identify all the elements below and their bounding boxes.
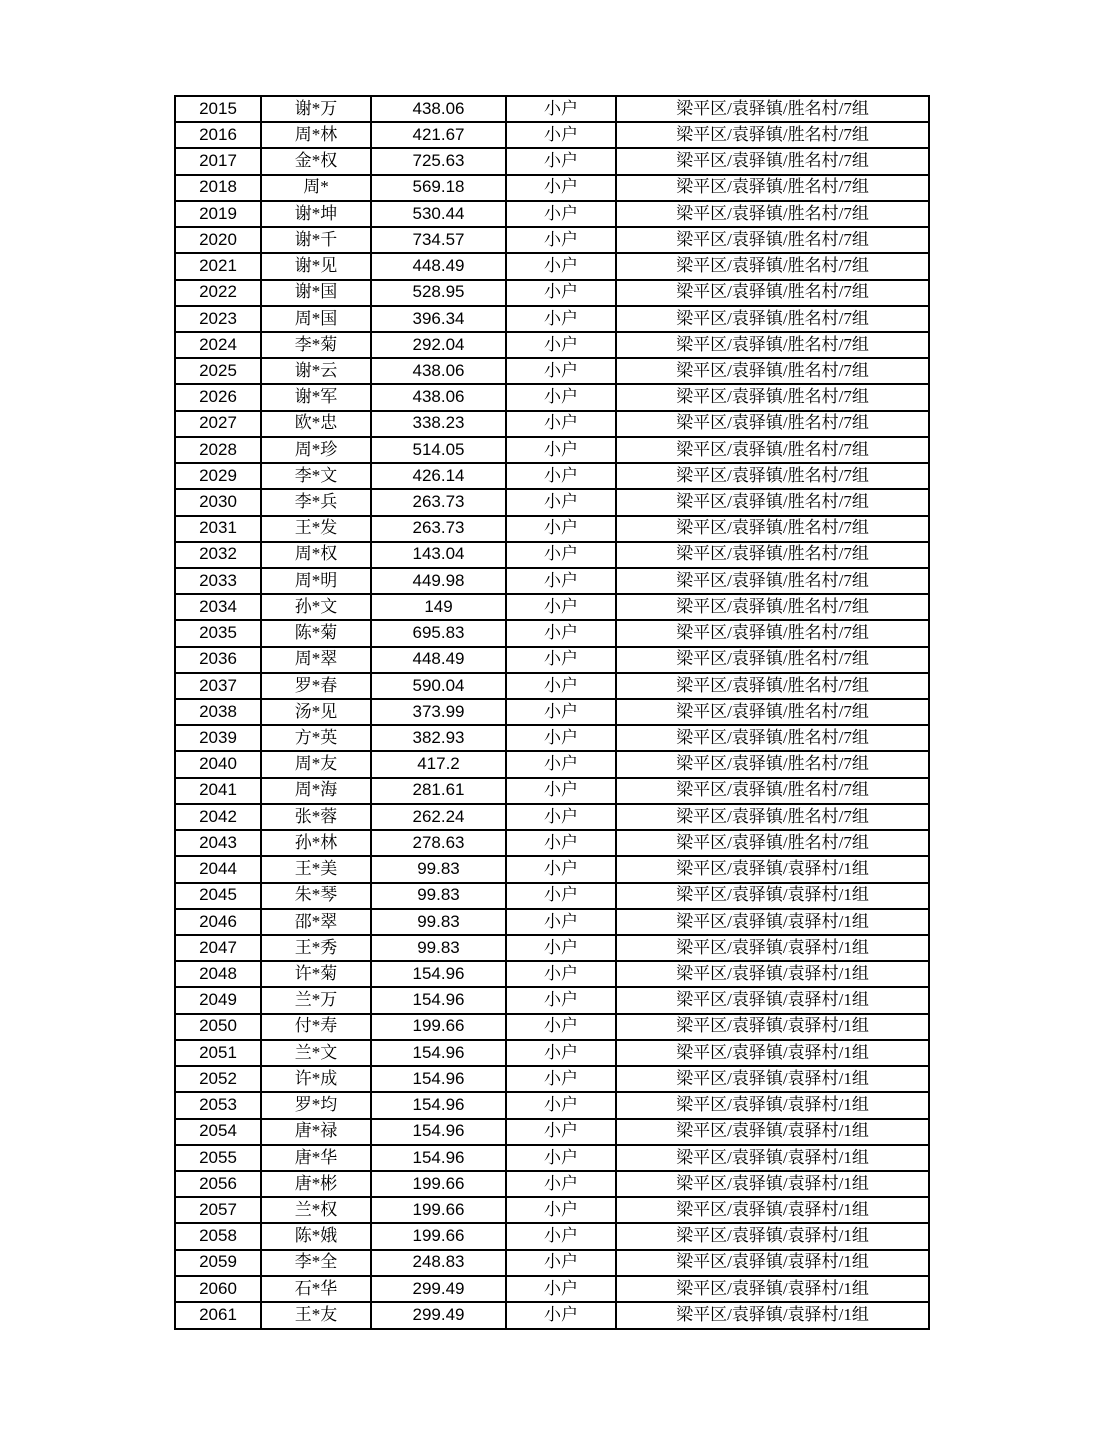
cell-address: 梁平区/袁驿镇/胜名村/7组 <box>616 516 929 542</box>
cell-type: 小户 <box>506 909 616 935</box>
table-row <box>175 1014 929 1040</box>
cell-id: 2055 <box>175 1145 261 1171</box>
cell-type: 小户 <box>506 1250 616 1276</box>
table-row <box>175 332 929 358</box>
cell-address: 梁平区/袁驿镇/胜名村/7组 <box>616 804 929 830</box>
cell-address: 梁平区/袁驿镇/袁驿村/1组 <box>616 909 929 935</box>
cell-value: 426.14 <box>371 463 506 489</box>
cell-id: 2034 <box>175 594 261 620</box>
table-row <box>175 253 929 279</box>
cell-address: 梁平区/袁驿镇/袁驿村/1组 <box>616 1276 929 1302</box>
cell-address: 梁平区/袁驿镇/袁驿村/1组 <box>616 1092 929 1118</box>
cell-value: 448.49 <box>371 253 506 279</box>
cell-type: 小户 <box>506 1119 616 1145</box>
table-row <box>175 542 929 568</box>
table-row <box>175 1223 929 1249</box>
cell-name: 谢*千 <box>261 227 371 253</box>
cell-value: 199.66 <box>371 1223 506 1249</box>
table-row <box>175 673 929 699</box>
cell-id: 2015 <box>175 96 261 122</box>
table-row <box>175 201 929 227</box>
cell-address: 梁平区/袁驿镇/胜名村/7组 <box>616 673 929 699</box>
cell-type: 小户 <box>506 1040 616 1066</box>
cell-value: 421.67 <box>371 122 506 148</box>
cell-address: 梁平区/袁驿镇/胜名村/7组 <box>616 568 929 594</box>
cell-value: 248.83 <box>371 1250 506 1276</box>
table-row <box>175 437 929 463</box>
cell-name: 谢*万 <box>261 96 371 122</box>
cell-address: 梁平区/袁驿镇/胜名村/7组 <box>616 96 929 122</box>
cell-value: 373.99 <box>371 699 506 725</box>
cell-name: 周*林 <box>261 122 371 148</box>
cell-value: 417.2 <box>371 751 506 777</box>
cell-type: 小户 <box>506 647 616 673</box>
cell-value: 438.06 <box>371 384 506 410</box>
cell-value: 199.66 <box>371 1197 506 1223</box>
cell-type: 小户 <box>506 699 616 725</box>
cell-value: 438.06 <box>371 358 506 384</box>
cell-type: 小户 <box>506 96 616 122</box>
table-row <box>175 804 929 830</box>
table-row <box>175 568 929 594</box>
cell-id: 2033 <box>175 568 261 594</box>
cell-address: 梁平区/袁驿镇/胜名村/7组 <box>616 358 929 384</box>
cell-name: 周* <box>261 175 371 201</box>
cell-value: 154.96 <box>371 1066 506 1092</box>
cell-name: 谢*国 <box>261 280 371 306</box>
cell-value: 292.04 <box>371 332 506 358</box>
cell-type: 小户 <box>506 280 616 306</box>
table-row <box>175 1171 929 1197</box>
cell-type: 小户 <box>506 1145 616 1171</box>
cell-type: 小户 <box>506 725 616 751</box>
cell-address: 梁平区/袁驿镇/胜名村/7组 <box>616 620 929 646</box>
cell-name: 唐*禄 <box>261 1119 371 1145</box>
table-row <box>175 1092 929 1118</box>
cell-type: 小户 <box>506 253 616 279</box>
cell-name: 李*全 <box>261 1250 371 1276</box>
cell-id: 2045 <box>175 883 261 909</box>
cell-type: 小户 <box>506 1171 616 1197</box>
cell-type: 小户 <box>506 804 616 830</box>
cell-name: 汤*见 <box>261 699 371 725</box>
cell-address: 梁平区/袁驿镇/胜名村/7组 <box>616 594 929 620</box>
cell-address: 梁平区/袁驿镇/胜名村/7组 <box>616 122 929 148</box>
cell-value: 99.83 <box>371 883 506 909</box>
cell-address: 梁平区/袁驿镇/袁驿村/1组 <box>616 856 929 882</box>
cell-id: 2023 <box>175 306 261 332</box>
cell-address: 梁平区/袁驿镇/胜名村/7组 <box>616 411 929 437</box>
cell-name: 谢*云 <box>261 358 371 384</box>
table-row <box>175 227 929 253</box>
cell-name: 李*兵 <box>261 489 371 515</box>
cell-id: 2043 <box>175 830 261 856</box>
cell-value: 396.34 <box>371 306 506 332</box>
cell-type: 小户 <box>506 358 616 384</box>
table-row <box>175 1145 929 1171</box>
cell-type: 小户 <box>506 856 616 882</box>
cell-type: 小户 <box>506 148 616 174</box>
cell-name: 邵*翠 <box>261 909 371 935</box>
cell-name: 周*国 <box>261 306 371 332</box>
cell-name: 罗*均 <box>261 1092 371 1118</box>
cell-id: 2027 <box>175 411 261 437</box>
cell-type: 小户 <box>506 620 616 646</box>
cell-value: 590.04 <box>371 673 506 699</box>
cell-name: 方*英 <box>261 725 371 751</box>
cell-name: 兰*权 <box>261 1197 371 1223</box>
cell-type: 小户 <box>506 122 616 148</box>
cell-address: 梁平区/袁驿镇/袁驿村/1组 <box>616 1223 929 1249</box>
cell-address: 梁平区/袁驿镇/胜名村/7组 <box>616 201 929 227</box>
table-row <box>175 463 929 489</box>
cell-id: 2036 <box>175 647 261 673</box>
cell-name: 谢*军 <box>261 384 371 410</box>
cell-value: 199.66 <box>371 1171 506 1197</box>
table-row <box>175 1040 929 1066</box>
table-row <box>175 830 929 856</box>
cell-value: 438.06 <box>371 96 506 122</box>
cell-id: 2016 <box>175 122 261 148</box>
cell-value: 154.96 <box>371 961 506 987</box>
cell-address: 梁平区/袁驿镇/袁驿村/1组 <box>616 1197 929 1223</box>
cell-id: 2031 <box>175 516 261 542</box>
cell-value: 299.49 <box>371 1302 506 1329</box>
cell-id: 2048 <box>175 961 261 987</box>
cell-value: 528.95 <box>371 280 506 306</box>
cell-id: 2024 <box>175 332 261 358</box>
cell-name: 许*菊 <box>261 961 371 987</box>
cell-name: 罗*春 <box>261 673 371 699</box>
cell-address: 梁平区/袁驿镇/胜名村/7组 <box>616 148 929 174</box>
table-row <box>175 1119 929 1145</box>
cell-value: 382.93 <box>371 725 506 751</box>
table-row <box>175 647 929 673</box>
cell-address: 梁平区/袁驿镇/胜名村/7组 <box>616 384 929 410</box>
cell-address: 梁平区/袁驿镇/袁驿村/1组 <box>616 935 929 961</box>
cell-id: 2028 <box>175 437 261 463</box>
cell-value: 154.96 <box>371 987 506 1013</box>
cell-address: 梁平区/袁驿镇/袁驿村/1组 <box>616 1145 929 1171</box>
cell-id: 2038 <box>175 699 261 725</box>
cell-name: 石*华 <box>261 1276 371 1302</box>
cell-address: 梁平区/袁驿镇/胜名村/7组 <box>616 227 929 253</box>
cell-type: 小户 <box>506 1092 616 1118</box>
cell-type: 小户 <box>506 1223 616 1249</box>
cell-id: 2056 <box>175 1171 261 1197</box>
cell-address: 梁平区/袁驿镇/袁驿村/1组 <box>616 1066 929 1092</box>
cell-address: 梁平区/袁驿镇/胜名村/7组 <box>616 751 929 777</box>
cell-name: 王*美 <box>261 856 371 882</box>
cell-address: 梁平区/袁驿镇/胜名村/7组 <box>616 542 929 568</box>
cell-address: 梁平区/袁驿镇/袁驿村/1组 <box>616 883 929 909</box>
table-row <box>175 516 929 542</box>
cell-type: 小户 <box>506 437 616 463</box>
cell-name: 王*秀 <box>261 935 371 961</box>
cell-address: 梁平区/袁驿镇/袁驿村/1组 <box>616 961 929 987</box>
cell-type: 小户 <box>506 673 616 699</box>
cell-id: 2032 <box>175 542 261 568</box>
cell-name: 李*文 <box>261 463 371 489</box>
cell-address: 梁平区/袁驿镇/袁驿村/1组 <box>616 1119 929 1145</box>
cell-type: 小户 <box>506 1014 616 1040</box>
cell-value: 263.73 <box>371 516 506 542</box>
table-row <box>175 961 929 987</box>
cell-id: 2047 <box>175 935 261 961</box>
cell-type: 小户 <box>506 883 616 909</box>
cell-type: 小户 <box>506 463 616 489</box>
cell-id: 2018 <box>175 175 261 201</box>
cell-name: 周*明 <box>261 568 371 594</box>
table-row <box>175 725 929 751</box>
cell-value: 99.83 <box>371 856 506 882</box>
data-table <box>174 95 930 1330</box>
cell-type: 小户 <box>506 1276 616 1302</box>
cell-id: 2049 <box>175 987 261 1013</box>
cell-id: 2061 <box>175 1302 261 1329</box>
table-row <box>175 1197 929 1223</box>
table-row <box>175 620 929 646</box>
cell-name: 唐*彬 <box>261 1171 371 1197</box>
cell-address: 梁平区/袁驿镇/胜名村/7组 <box>616 725 929 751</box>
cell-address: 梁平区/袁驿镇/袁驿村/1组 <box>616 1250 929 1276</box>
cell-value: 734.57 <box>371 227 506 253</box>
cell-id: 2050 <box>175 1014 261 1040</box>
cell-value: 725.63 <box>371 148 506 174</box>
cell-type: 小户 <box>506 384 616 410</box>
cell-value: 281.61 <box>371 778 506 804</box>
cell-id: 2044 <box>175 856 261 882</box>
cell-id: 2057 <box>175 1197 261 1223</box>
cell-name: 陈*娥 <box>261 1223 371 1249</box>
cell-value: 449.98 <box>371 568 506 594</box>
cell-name: 周*权 <box>261 542 371 568</box>
cell-type: 小户 <box>506 778 616 804</box>
cell-type: 小户 <box>506 1197 616 1223</box>
cell-value: 154.96 <box>371 1145 506 1171</box>
cell-id: 2037 <box>175 673 261 699</box>
cell-value: 263.73 <box>371 489 506 515</box>
cell-name: 李*菊 <box>261 332 371 358</box>
cell-address: 梁平区/袁驿镇/胜名村/7组 <box>616 332 929 358</box>
cell-id: 2060 <box>175 1276 261 1302</box>
cell-address: 梁平区/袁驿镇/胜名村/7组 <box>616 647 929 673</box>
cell-type: 小户 <box>506 1066 616 1092</box>
cell-id: 2039 <box>175 725 261 751</box>
cell-value: 695.83 <box>371 620 506 646</box>
table-row <box>175 96 929 122</box>
cell-value: 514.05 <box>371 437 506 463</box>
cell-id: 2026 <box>175 384 261 410</box>
cell-type: 小户 <box>506 201 616 227</box>
cell-address: 梁平区/袁驿镇/胜名村/7组 <box>616 175 929 201</box>
cell-type: 小户 <box>506 594 616 620</box>
cell-type: 小户 <box>506 175 616 201</box>
cell-id: 2029 <box>175 463 261 489</box>
cell-id: 2030 <box>175 489 261 515</box>
table-body <box>175 96 929 1329</box>
cell-name: 唐*华 <box>261 1145 371 1171</box>
cell-value: 278.63 <box>371 830 506 856</box>
cell-address: 梁平区/袁驿镇/袁驿村/1组 <box>616 1040 929 1066</box>
cell-value: 149 <box>371 594 506 620</box>
cell-value: 299.49 <box>371 1276 506 1302</box>
cell-address: 梁平区/袁驿镇/胜名村/7组 <box>616 830 929 856</box>
cell-value: 154.96 <box>371 1092 506 1118</box>
table-row <box>175 751 929 777</box>
cell-type: 小户 <box>506 332 616 358</box>
table-row <box>175 358 929 384</box>
table-row <box>175 411 929 437</box>
cell-name: 周*珍 <box>261 437 371 463</box>
table-row <box>175 1276 929 1302</box>
cell-name: 金*权 <box>261 148 371 174</box>
cell-value: 338.23 <box>371 411 506 437</box>
table-row <box>175 935 929 961</box>
cell-id: 2041 <box>175 778 261 804</box>
cell-value: 154.96 <box>371 1040 506 1066</box>
cell-type: 小户 <box>506 987 616 1013</box>
cell-type: 小户 <box>506 306 616 332</box>
cell-name: 孙*文 <box>261 594 371 620</box>
cell-type: 小户 <box>506 516 616 542</box>
cell-type: 小户 <box>506 411 616 437</box>
cell-id: 2017 <box>175 148 261 174</box>
cell-name: 谢*坤 <box>261 201 371 227</box>
cell-address: 梁平区/袁驿镇/胜名村/7组 <box>616 463 929 489</box>
cell-type: 小户 <box>506 1302 616 1329</box>
cell-id: 2021 <box>175 253 261 279</box>
cell-address: 梁平区/袁驿镇/袁驿村/1组 <box>616 987 929 1013</box>
cell-id: 2035 <box>175 620 261 646</box>
table-row <box>175 856 929 882</box>
cell-id: 2025 <box>175 358 261 384</box>
cell-id: 2058 <box>175 1223 261 1249</box>
table-row <box>175 175 929 201</box>
cell-type: 小户 <box>506 751 616 777</box>
cell-id: 2022 <box>175 280 261 306</box>
cell-value: 99.83 <box>371 935 506 961</box>
cell-name: 张*蓉 <box>261 804 371 830</box>
cell-value: 99.83 <box>371 909 506 935</box>
table-row <box>175 883 929 909</box>
cell-id: 2019 <box>175 201 261 227</box>
cell-type: 小户 <box>506 227 616 253</box>
cell-id: 2051 <box>175 1040 261 1066</box>
cell-address: 梁平区/袁驿镇/胜名村/7组 <box>616 280 929 306</box>
cell-id: 2046 <box>175 909 261 935</box>
cell-value: 262.24 <box>371 804 506 830</box>
cell-id: 2052 <box>175 1066 261 1092</box>
cell-value: 448.49 <box>371 647 506 673</box>
table-row <box>175 594 929 620</box>
table-row <box>175 1066 929 1092</box>
cell-address: 梁平区/袁驿镇/袁驿村/1组 <box>616 1171 929 1197</box>
cell-value: 199.66 <box>371 1014 506 1040</box>
cell-type: 小户 <box>506 489 616 515</box>
cell-name: 周*翠 <box>261 647 371 673</box>
cell-name: 周*海 <box>261 778 371 804</box>
cell-name: 朱*琴 <box>261 883 371 909</box>
table-row <box>175 1250 929 1276</box>
cell-name: 王*发 <box>261 516 371 542</box>
cell-name: 孙*林 <box>261 830 371 856</box>
cell-value: 143.04 <box>371 542 506 568</box>
table-row <box>175 699 929 725</box>
cell-name: 周*友 <box>261 751 371 777</box>
cell-address: 梁平区/袁驿镇/胜名村/7组 <box>616 306 929 332</box>
cell-name: 谢*见 <box>261 253 371 279</box>
table-row <box>175 778 929 804</box>
cell-address: 梁平区/袁驿镇/袁驿村/1组 <box>616 1014 929 1040</box>
cell-name: 陈*菊 <box>261 620 371 646</box>
table-row <box>175 306 929 332</box>
cell-address: 梁平区/袁驿镇/胜名村/7组 <box>616 437 929 463</box>
table-row <box>175 1302 929 1329</box>
cell-name: 兰*万 <box>261 987 371 1013</box>
cell-type: 小户 <box>506 961 616 987</box>
table-row <box>175 909 929 935</box>
cell-id: 2020 <box>175 227 261 253</box>
table-row <box>175 280 929 306</box>
cell-address: 梁平区/袁驿镇/胜名村/7组 <box>616 489 929 515</box>
cell-value: 154.96 <box>371 1119 506 1145</box>
cell-address: 梁平区/袁驿镇/袁驿村/1组 <box>616 1302 929 1329</box>
table-row <box>175 987 929 1013</box>
cell-value: 530.44 <box>371 201 506 227</box>
cell-name: 欧*忠 <box>261 411 371 437</box>
cell-id: 2040 <box>175 751 261 777</box>
cell-name: 许*成 <box>261 1066 371 1092</box>
table-row <box>175 384 929 410</box>
table-row <box>175 489 929 515</box>
cell-type: 小户 <box>506 830 616 856</box>
cell-id: 2054 <box>175 1119 261 1145</box>
cell-address: 梁平区/袁驿镇/胜名村/7组 <box>616 253 929 279</box>
cell-name: 付*寿 <box>261 1014 371 1040</box>
cell-type: 小户 <box>506 542 616 568</box>
cell-name: 兰*文 <box>261 1040 371 1066</box>
table-row <box>175 148 929 174</box>
cell-name: 王*友 <box>261 1302 371 1329</box>
cell-value: 569.18 <box>371 175 506 201</box>
cell-address: 梁平区/袁驿镇/胜名村/7组 <box>616 778 929 804</box>
cell-type: 小户 <box>506 568 616 594</box>
cell-type: 小户 <box>506 935 616 961</box>
cell-address: 梁平区/袁驿镇/胜名村/7组 <box>616 699 929 725</box>
table-row <box>175 122 929 148</box>
cell-id: 2059 <box>175 1250 261 1276</box>
cell-id: 2042 <box>175 804 261 830</box>
cell-id: 2053 <box>175 1092 261 1118</box>
